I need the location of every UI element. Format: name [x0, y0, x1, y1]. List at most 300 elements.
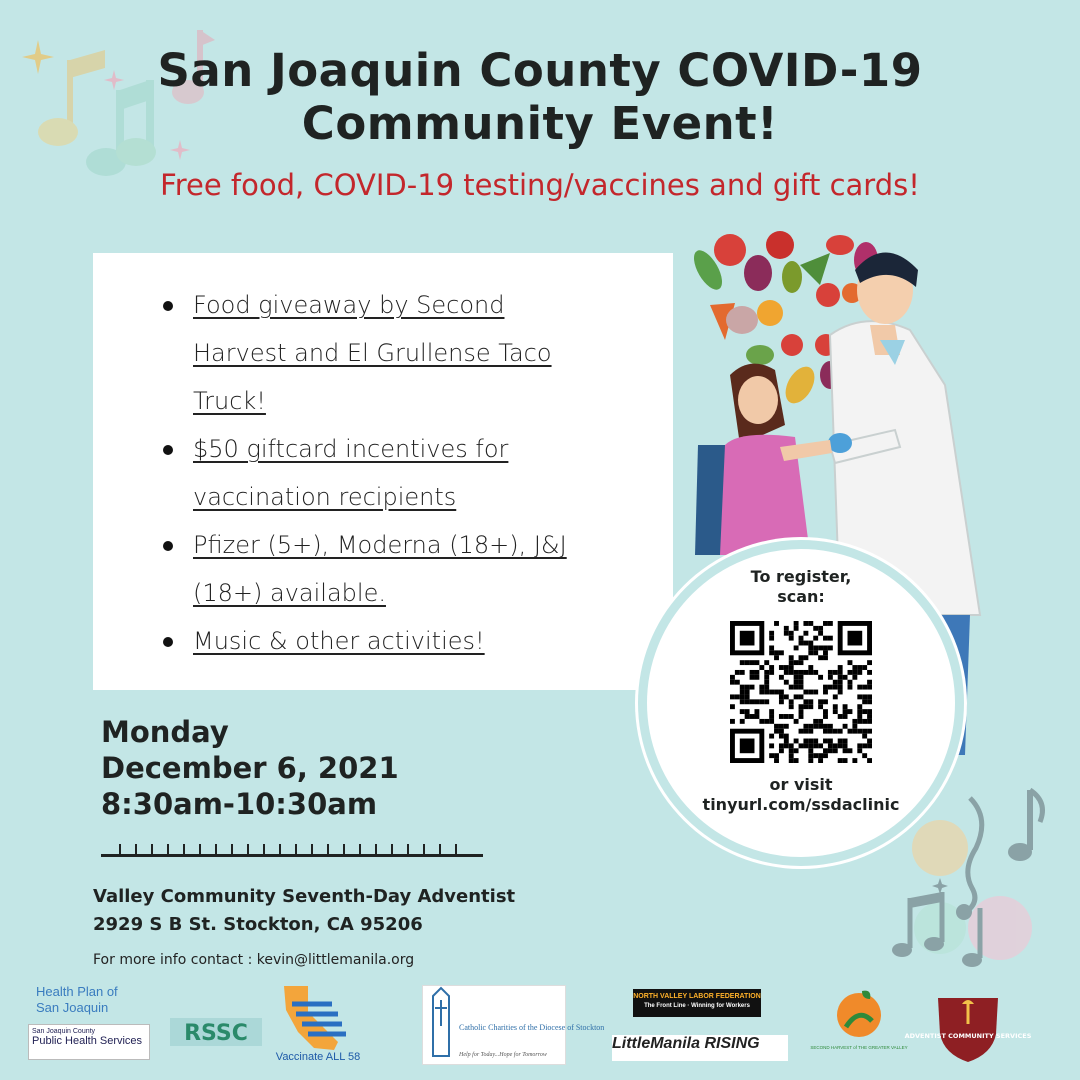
qr-module — [754, 675, 759, 680]
qr-module — [769, 636, 774, 641]
qr-module — [759, 690, 764, 695]
qr-module — [838, 739, 843, 744]
qr-module — [754, 699, 759, 704]
venue-block — [93, 883, 515, 939]
qr-module — [784, 694, 789, 699]
qr-module — [808, 641, 813, 646]
qr-module — [838, 685, 843, 690]
qr-module — [750, 670, 755, 675]
vaccinate-text: Vaccinate ALL 58 — [275, 1051, 361, 1063]
qr-module — [794, 739, 799, 744]
qr-module — [803, 704, 808, 709]
qr-module — [813, 670, 818, 675]
qr-module — [735, 680, 740, 685]
qr-module — [740, 660, 745, 665]
qr-module — [862, 743, 867, 748]
patient-figure — [695, 364, 832, 555]
qr-module — [789, 758, 794, 763]
qr-module — [848, 660, 853, 665]
qr-module — [750, 714, 755, 719]
rssc-logo — [170, 1018, 262, 1046]
qr-code-graphic — [730, 621, 872, 763]
qr-module — [764, 699, 769, 704]
qr-module — [808, 645, 813, 650]
qr-module — [779, 724, 784, 729]
contact-info: For more info contact : kevin@littlemanila.org — [93, 952, 415, 968]
qr-module — [745, 685, 750, 690]
qr-module — [789, 704, 794, 709]
qr-module — [862, 709, 867, 714]
adventist-shield — [904, 988, 1032, 1064]
qr-module — [843, 758, 848, 763]
qr-module — [843, 724, 848, 729]
qr-module — [784, 631, 789, 636]
qr-module — [759, 665, 764, 670]
qr-module — [867, 660, 872, 665]
qr-module — [799, 641, 804, 646]
qr-module — [750, 685, 755, 690]
qr-module — [813, 650, 818, 655]
qr-module — [867, 685, 872, 690]
qr-module — [799, 694, 804, 699]
qr-module — [740, 699, 745, 704]
qr-module — [730, 704, 735, 709]
catholic-charities-tagline: Help for Today...Hope for Tomorrow — [459, 1052, 547, 1058]
qr-module — [862, 699, 867, 704]
qr-module — [833, 748, 838, 753]
qr-module — [750, 675, 755, 680]
qr-module — [838, 665, 843, 670]
qr-module — [857, 665, 862, 670]
qr-module — [794, 748, 799, 753]
rule-tick — [327, 844, 329, 854]
qr-module — [803, 739, 808, 744]
qr-module — [769, 743, 774, 748]
qr-module — [789, 636, 794, 641]
qr-module — [764, 675, 769, 680]
qr-module — [803, 729, 808, 734]
qr-module — [818, 631, 823, 636]
qr-module — [754, 714, 759, 719]
qr-module — [852, 675, 857, 680]
qr-module — [789, 699, 794, 704]
music-notes-decoration-bottom — [880, 778, 1070, 978]
rule-tick — [311, 844, 313, 854]
second-harvest-text: SECOND HARVEST of THE GREATER VALLEY — [810, 1045, 908, 1050]
second-harvest-logo — [810, 987, 908, 1059]
qr-module — [769, 719, 774, 724]
qr-module — [808, 753, 813, 758]
rule-tick — [423, 844, 425, 854]
qr-module — [813, 753, 818, 758]
health-plan-logo — [36, 984, 124, 1020]
qr-module — [730, 719, 735, 724]
qr-module — [867, 699, 872, 704]
qr-module — [774, 724, 779, 729]
qr-module — [818, 743, 823, 748]
qr-module — [730, 694, 735, 699]
qr-module — [803, 699, 808, 704]
qr-module — [862, 734, 867, 739]
qr-finder — [848, 631, 863, 646]
qr-module — [828, 675, 833, 680]
qr-module — [764, 670, 769, 675]
qr-module — [803, 631, 808, 636]
bullet-item: Music & other activities! — [151, 617, 591, 665]
qr-module — [799, 704, 804, 709]
qr-module — [789, 748, 794, 753]
qr-module — [754, 670, 759, 675]
qr-module — [813, 739, 818, 744]
qr-module — [769, 631, 774, 636]
qr-module — [808, 621, 813, 626]
rule-tick — [375, 844, 377, 854]
qr-module — [857, 670, 862, 675]
qr-module — [745, 699, 750, 704]
qr-module — [823, 753, 828, 758]
qr-module — [808, 724, 813, 729]
rule-tick — [119, 844, 121, 854]
qr-module — [828, 743, 833, 748]
qr-module — [779, 694, 784, 699]
catholic-charities-text: Catholic Charities of the Diocese of Stockton — [459, 1023, 605, 1032]
qr-module — [764, 685, 769, 690]
qr-module — [799, 709, 804, 714]
qr-module — [862, 729, 867, 734]
qr-module — [852, 665, 857, 670]
qr-module — [838, 675, 843, 680]
qr-module — [774, 621, 779, 626]
qr-module — [779, 665, 784, 670]
qr-module — [769, 670, 774, 675]
rule-tick — [359, 844, 361, 854]
qr-module — [823, 621, 828, 626]
qr-module — [808, 699, 813, 704]
qr-module — [779, 729, 784, 734]
qr-module — [740, 709, 745, 714]
qr-module — [857, 709, 862, 714]
qr-module — [828, 729, 833, 734]
qr-module — [857, 729, 862, 734]
qr-module — [784, 724, 789, 729]
qr-module — [813, 636, 818, 641]
public-health-sub: San Joaquin County — [32, 1028, 96, 1035]
qr-module — [750, 660, 755, 665]
little-manila-text: LittleManila RISING — [612, 1035, 760, 1052]
qr-module — [784, 714, 789, 719]
qr-module — [754, 660, 759, 665]
subtitle: Free food, COVID-19 testing/vaccines and gift cards! — [160, 168, 920, 202]
qr-module — [794, 758, 799, 763]
california-mark — [262, 984, 374, 1064]
qr-module — [789, 660, 794, 665]
qr-module — [794, 680, 799, 685]
qr-module — [808, 704, 813, 709]
venue-address: 2929 S B St. Stockton, CA 95206 — [93, 914, 423, 935]
qr-module — [754, 709, 759, 714]
qr-module — [759, 699, 764, 704]
qr-module — [799, 675, 804, 680]
qr-module — [769, 714, 774, 719]
qr-module — [867, 714, 872, 719]
qr-module — [848, 729, 853, 734]
qr-module — [823, 739, 828, 744]
qr-module — [789, 743, 794, 748]
qr-module — [828, 748, 833, 753]
qr-module — [857, 748, 862, 753]
qr-module — [838, 743, 843, 748]
title-line-1: San Joaquin County COVID-19 — [157, 44, 923, 97]
qr-module — [823, 724, 828, 729]
qr-module — [803, 724, 808, 729]
qr-module — [799, 660, 804, 665]
qr-code[interactable] — [730, 621, 872, 763]
qr-module — [774, 729, 779, 734]
qr-module — [794, 719, 799, 724]
qr-module — [838, 690, 843, 695]
qr-module — [803, 621, 808, 626]
qr-module — [867, 719, 872, 724]
qr-module — [794, 694, 799, 699]
qr-module — [857, 694, 862, 699]
qr-module — [838, 758, 843, 763]
qr-module — [745, 660, 750, 665]
qr-module — [828, 685, 833, 690]
qr-module — [789, 665, 794, 670]
rule-tick — [455, 844, 457, 854]
qr-module — [862, 753, 867, 758]
rule-tick — [295, 844, 297, 854]
qr-module — [789, 670, 794, 675]
qr-module — [852, 670, 857, 675]
qr-module — [833, 685, 838, 690]
nvlf-title: NORTH VALLEY LABOR FEDERATION — [633, 993, 761, 1000]
qr-module — [818, 645, 823, 650]
qr-module — [779, 734, 784, 739]
qr-module — [852, 758, 857, 763]
qr-module — [779, 650, 784, 655]
qr-module — [852, 719, 857, 724]
public-health-logo — [28, 1024, 150, 1060]
qr-module — [803, 655, 808, 660]
qr-module — [774, 758, 779, 763]
qr-module — [784, 739, 789, 744]
qr-module — [857, 685, 862, 690]
rule-tick — [215, 844, 217, 854]
qr-module — [730, 680, 735, 685]
qr-module — [862, 665, 867, 670]
qr-module — [852, 729, 857, 734]
qr-module — [823, 709, 828, 714]
adventist-text: ADVENTIST COMMUNITY SERVICES — [904, 1032, 1032, 1040]
adventist-community-logo — [904, 988, 1032, 1064]
qr-module — [867, 729, 872, 734]
qr-module — [828, 621, 833, 626]
qr-module — [838, 729, 843, 734]
qr-module — [818, 675, 823, 680]
qr-module — [848, 685, 853, 690]
qr-module — [803, 690, 808, 695]
qr-module — [808, 690, 813, 695]
qr-module — [867, 670, 872, 675]
qr-module — [784, 680, 789, 685]
qr-module — [843, 675, 848, 680]
qr-module — [808, 748, 813, 753]
qr-module — [848, 670, 853, 675]
qr-module — [774, 753, 779, 758]
qr-module — [818, 655, 823, 660]
health-plan-logo-text: Health Plan of San Joaquin — [36, 984, 118, 1015]
bullet-item: Pfizer (5+), Moderna (18+), J&J (18+) available. — [151, 521, 591, 617]
register-alt-line: or visit — [769, 775, 833, 794]
qr-module — [833, 709, 838, 714]
rule-tick — [151, 844, 153, 854]
title-line-2: Community Event! — [301, 97, 779, 150]
qr-module — [848, 748, 853, 753]
register-url[interactable]: tinyurl.com/ssdaclinic — [702, 795, 900, 814]
register-prompt — [647, 567, 955, 607]
qr-module — [823, 655, 828, 660]
qr-module — [789, 714, 794, 719]
qr-module — [799, 670, 804, 675]
qr-module — [833, 680, 838, 685]
qr-module — [813, 690, 818, 695]
qr-module — [784, 743, 789, 748]
qr-module — [784, 670, 789, 675]
qr-module — [818, 626, 823, 631]
bullet-item: $50 giftcard incentives for vaccination recipients — [151, 425, 591, 521]
divider-rule — [101, 842, 483, 857]
qr-module — [779, 675, 784, 680]
qr-module — [769, 645, 774, 650]
qr-module — [803, 641, 808, 646]
qr-module — [828, 645, 833, 650]
qr-module — [867, 694, 872, 699]
qr-module — [867, 743, 872, 748]
qr-module — [862, 685, 867, 690]
qr-module — [867, 709, 872, 714]
rule-tick — [135, 844, 137, 854]
qr-module — [794, 670, 799, 675]
qr-module — [779, 743, 784, 748]
register-prompt-line-1: To register, — [750, 567, 852, 586]
qr-module — [833, 729, 838, 734]
qr-module — [769, 650, 774, 655]
qr-module — [794, 685, 799, 690]
qr-module — [769, 690, 774, 695]
qr-module — [813, 724, 818, 729]
qr-module — [833, 743, 838, 748]
qr-module — [750, 699, 755, 704]
qr-module — [789, 753, 794, 758]
vaccinate-all-58-logo — [262, 984, 374, 1064]
event-time: 8:30am-10:30am — [101, 787, 378, 821]
qr-module — [784, 734, 789, 739]
qr-module — [823, 748, 828, 753]
qr-module — [774, 690, 779, 695]
qr-module — [823, 699, 828, 704]
qr-module — [799, 636, 804, 641]
qr-module — [843, 709, 848, 714]
qr-module — [823, 645, 828, 650]
rule-tick — [231, 844, 233, 854]
qr-module — [799, 714, 804, 719]
bullet-list — [151, 281, 591, 665]
qr-module — [862, 719, 867, 724]
qr-module — [794, 626, 799, 631]
qr-module — [818, 699, 823, 704]
qr-module — [779, 699, 784, 704]
qr-module — [843, 739, 848, 744]
qr-module — [852, 724, 857, 729]
event-datetime — [101, 714, 399, 822]
qr-module — [740, 690, 745, 695]
qr-module — [823, 650, 828, 655]
qr-module — [799, 729, 804, 734]
qr-module — [794, 621, 799, 626]
qr-module — [843, 748, 848, 753]
qr-module — [774, 655, 779, 660]
qr-module — [789, 685, 794, 690]
qr-module — [843, 704, 848, 709]
qr-module — [857, 743, 862, 748]
qr-module — [745, 690, 750, 695]
qr-module — [813, 645, 818, 650]
qr-module — [808, 743, 813, 748]
qr-module — [794, 660, 799, 665]
qr-module — [799, 685, 804, 690]
qr-module — [848, 709, 853, 714]
catholic-charities-logo — [422, 985, 605, 1065]
event-day: Monday — [101, 715, 229, 749]
qr-module — [774, 650, 779, 655]
event-date: December 6, 2021 — [101, 751, 399, 785]
qr-module — [779, 748, 784, 753]
qr-module — [740, 694, 745, 699]
qr-module — [843, 714, 848, 719]
qr-module — [764, 680, 769, 685]
qr-finder — [740, 631, 755, 646]
qr-module — [857, 719, 862, 724]
qr-module — [730, 675, 735, 680]
page-title — [0, 44, 1080, 150]
info-card — [93, 253, 673, 690]
catholic-charities-mark — [423, 986, 605, 1064]
qr-module — [808, 758, 813, 763]
rule-tick — [279, 844, 281, 854]
qr-module — [823, 685, 828, 690]
qr-module — [745, 694, 750, 699]
qr-module — [789, 631, 794, 636]
qr-module — [867, 739, 872, 744]
rule-tick — [183, 844, 185, 854]
qr-module — [867, 680, 872, 685]
qr-module — [818, 724, 823, 729]
qr-module — [833, 694, 838, 699]
qr-finder — [740, 739, 755, 754]
qr-module — [838, 680, 843, 685]
qr-module — [803, 743, 808, 748]
qr-module — [857, 714, 862, 719]
qr-module — [769, 734, 774, 739]
qr-module — [808, 650, 813, 655]
qr-module — [857, 704, 862, 709]
qr-module — [867, 758, 872, 763]
nvlf-tagline: The Front Line · Winning for Workers — [644, 1003, 750, 1009]
qr-module — [862, 694, 867, 699]
qr-module — [818, 758, 823, 763]
qr-module — [740, 719, 745, 724]
